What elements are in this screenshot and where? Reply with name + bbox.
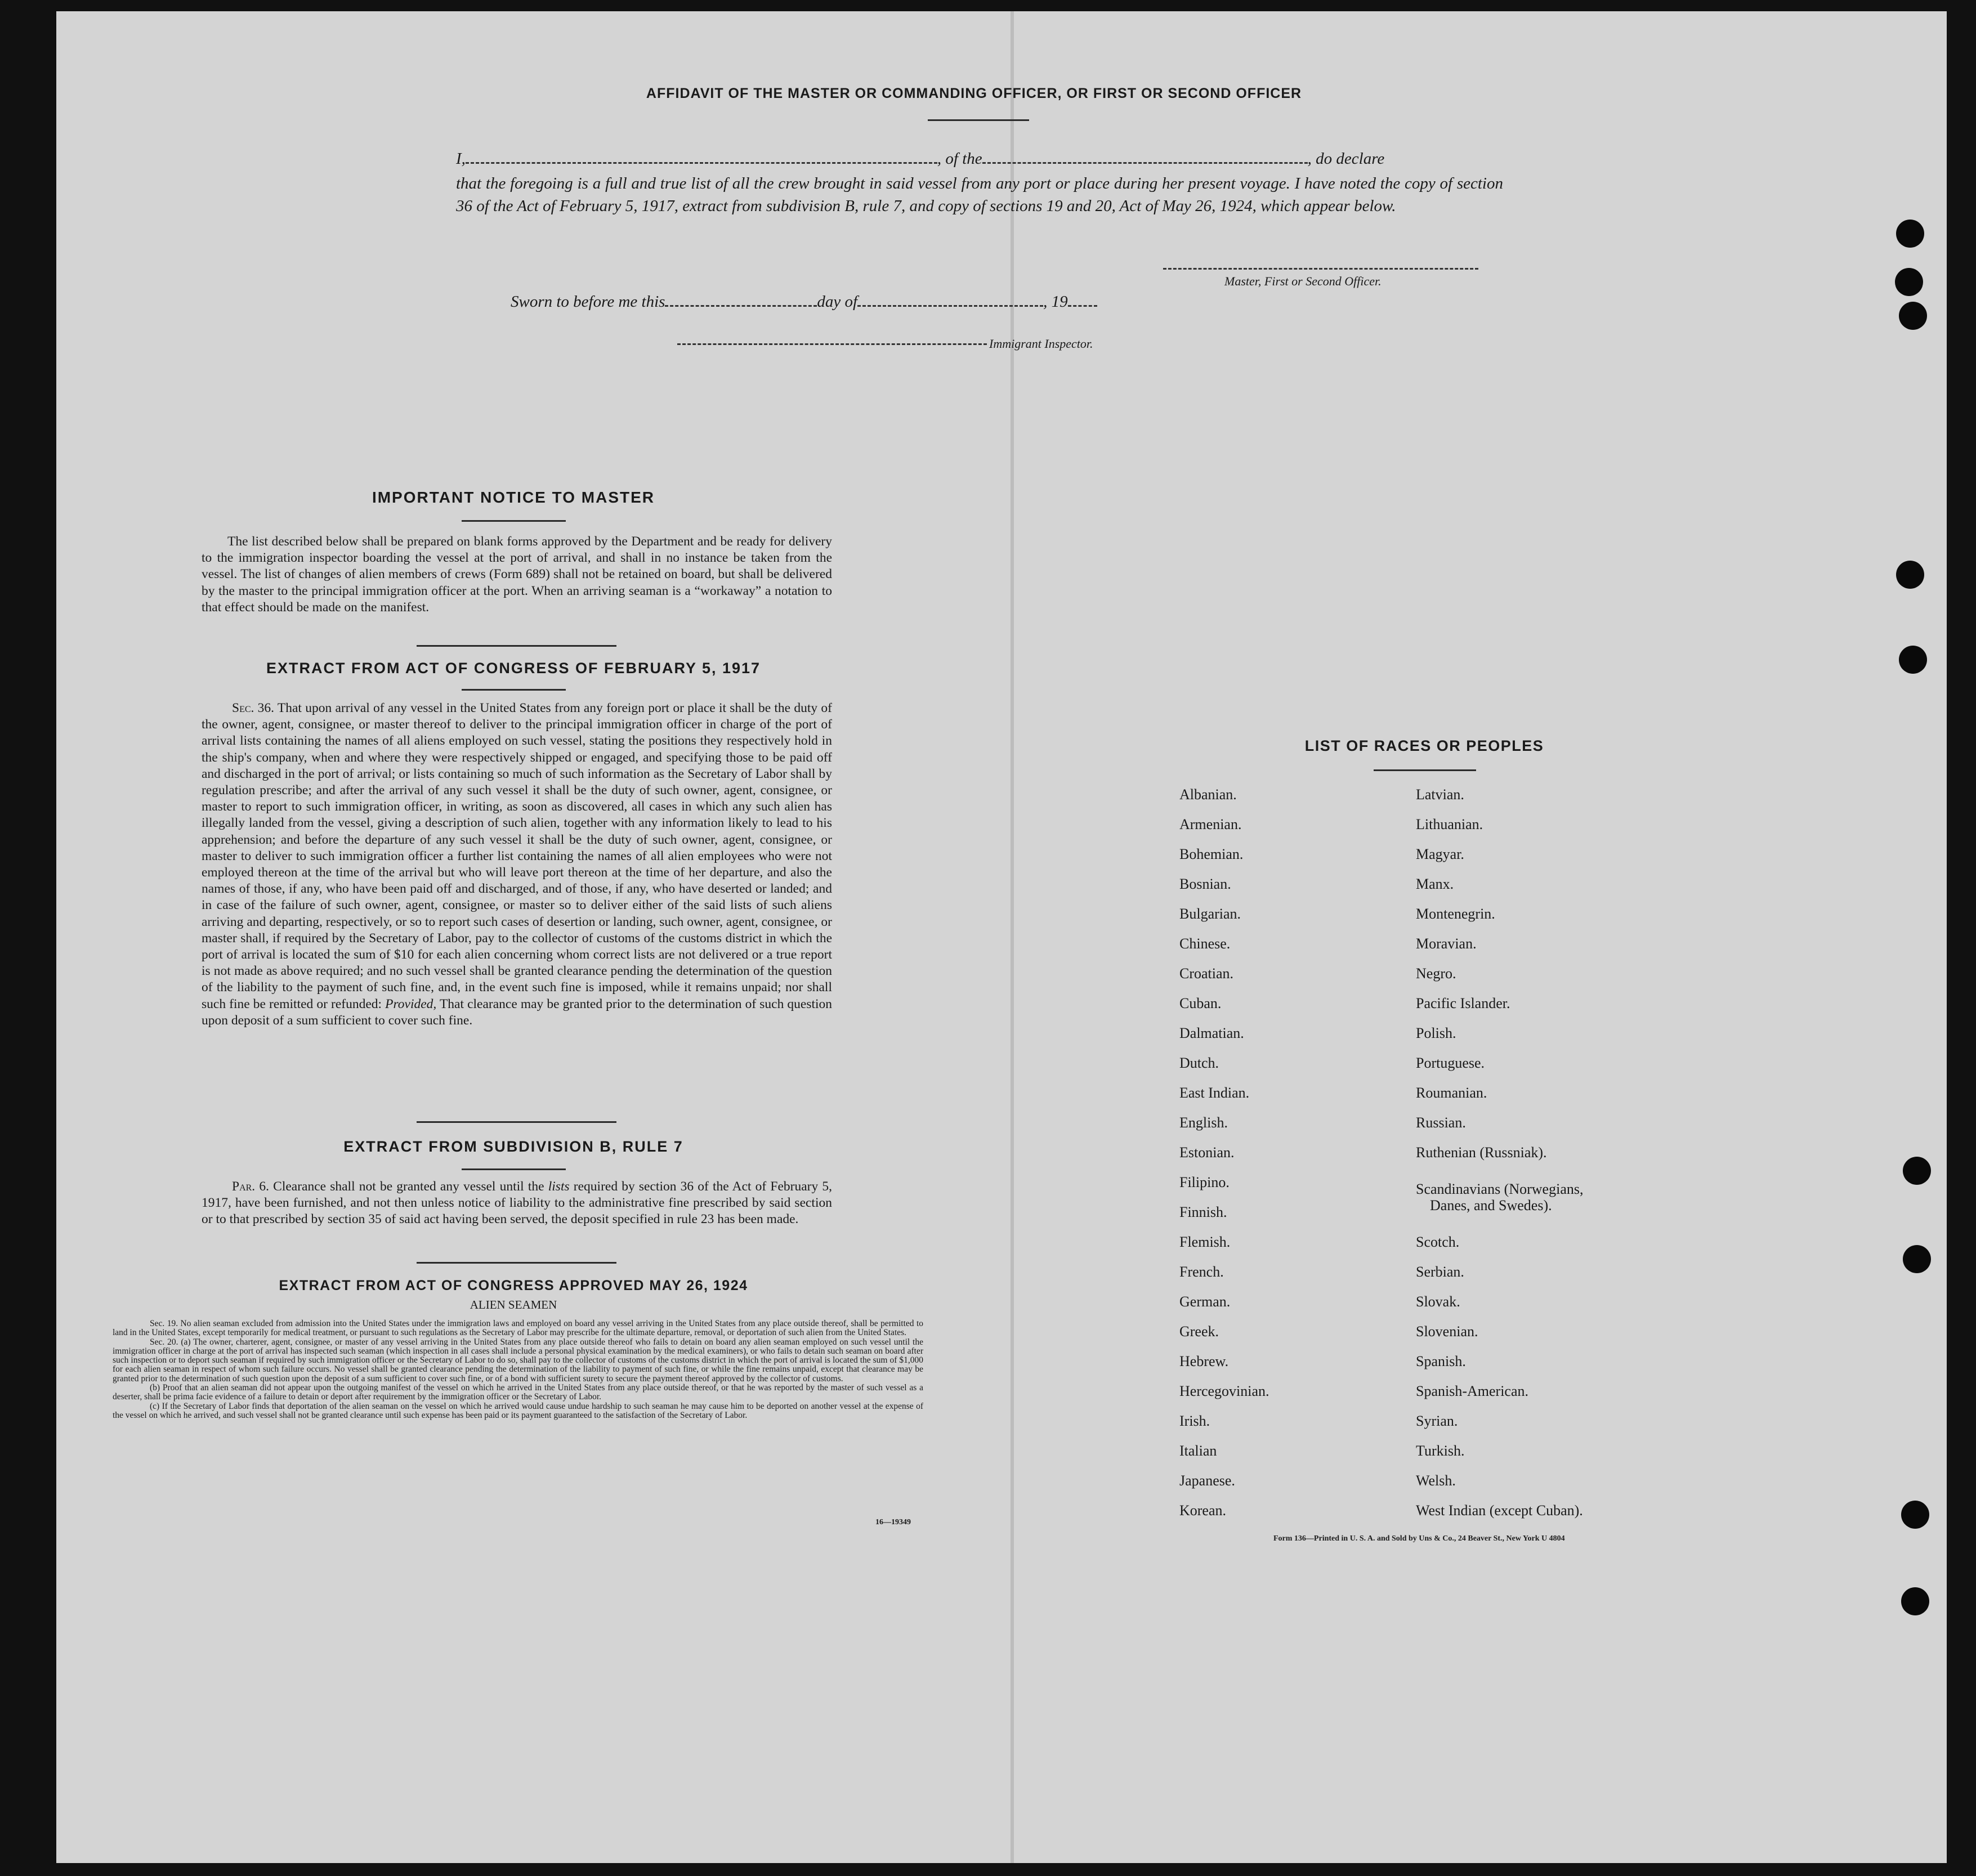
race-left: Irish.	[1179, 1413, 1210, 1429]
race-right: Syrian.	[1416, 1413, 1458, 1429]
master-label: Master, First or Second Officer.	[1224, 274, 1382, 288]
race-right: Montenegrin.	[1416, 906, 1495, 922]
punch-hole	[1899, 646, 1927, 674]
race-right: Spanish-American.	[1416, 1383, 1529, 1399]
race-right: Pacific Islander.	[1416, 995, 1510, 1011]
month-blank[interactable]	[857, 305, 1043, 307]
i-label: I,	[456, 150, 466, 168]
affidavit-body: that the foregoing is a full and true list of all the crew brought in said vessel from any port or place during her present voyage. I have noted the copy of section 36 of the Act of February 5, 1917, extract from subdivision B, rule 7, and copy of sections 19 and 20, Act of May 26, 1924, which appear below.	[456, 174, 1503, 215]
race-right: Ruthenian (Russniak).	[1416, 1144, 1547, 1161]
extract-1924-heading: EXTRACT FROM ACT OF CONGRESS APPROVED MAY 26, 1924	[279, 1278, 748, 1293]
provided-label: Provided,	[385, 996, 437, 1011]
rule7-end-rule	[417, 1262, 616, 1264]
race-right: Slovak.	[1416, 1293, 1460, 1310]
races-heading: LIST OF RACES OR PEOPLES	[1304, 737, 1544, 754]
punch-hole	[1903, 1157, 1931, 1185]
section-36-text: That upon arrival of any vessel in the United States from any foreign port or place it shall be the duty of the owner, agent, consignee, or master thereof to deliver to the principal immigration officer in charge of the port of arrival lists containing the names of all aliens employed on such vessel, stating the positions they respectively hold in the ship's company, when and where they were respectively shipped or engaged, and specifying those to be paid off and discharged in the port of arrival; or lists containing so much of such information as the Secretary of Labor shall by regulation prescribe; and after the arrival of any such vessel it shall be the duty of such owner, agent, consignee, or master to report to such immigration officer, in writing, as soon as discovered, all cases in which any such alien has illegally landed from the vessel, giving a description of such alien, together with any information likely to lead to his apprehension; and before the departure of any such vessel it shall be the duty of such owner, agent, consignee, or master to deliver to such immigration officer a further list containing the names of all alien employees who were not employed thereon at the time of the arrival but who will leave port thereon at the time of her departure, and also the names of those, if any, who have been paid off and discharged, and of those, if any, who have deserted or landed; and in case of the failure of such owner, agent, consignee, or master so to deliver either of the said lists of such aliens arriving and departing, respectively, or so to report such cases of desertion or landing, such owner, agent, consignee, or master shall, if required by the Secretary of Labor, pay to the collector of customs of the customs district in which the port of arrival is located the sum of $10 for each alien concerning whom correct lists are not delivered or a true report is not made as above required; and no such vessel shall be granted clearance pending the determination of the question of the liability to the payment of such fine, and, in the event such fine is imposed, while it remains unpaid; nor shall such fine be remitted or refunded:	[202, 701, 833, 1011]
punch-hole	[1903, 1245, 1931, 1273]
race-right: West Indian (except Cuban).	[1416, 1502, 1583, 1519]
race-left: Greek.	[1179, 1323, 1219, 1340]
extract-1917-rule	[462, 689, 566, 691]
race-left: Hercegovinian.	[1179, 1383, 1269, 1399]
sec-20a-text: Sec. 20. (a) The owner, charterer, agent, consignee, or master of any vessel arriving in the United States from any place outside thereof who fails to detain on board any alien seaman employed on such vessel until the immigration officer in charge at the port of arrival has inspected such seaman (which inspection in all cases shall include a personal physical examination by the medical examiners), or who fails to detain such seaman on board after such inspection or to deport such seaman if required by such immigration officer or the Secretary of Labor to do so, shall pay to the collector of customs of the customs district in which the port of arrival is located the sum of $1,000 for each alien seaman in respect of whom such failure occurs. No vessel shall be granted clearance pending the determination of the liability to payment of such fine, or while the fine remains unpaid, except that clearance may be granted prior to the determination of such question upon the deposit of a sum sufficient to cover such fine, or of a bond with sufficient surety to secure the payment thereof approved by the collector of customs.	[113, 1337, 923, 1384]
race-left: Estonian.	[1179, 1144, 1235, 1161]
race-left: Hebrew.	[1179, 1353, 1229, 1369]
race-right: Polish.	[1416, 1025, 1456, 1041]
of-the-label: , of the	[937, 150, 982, 168]
vessel-blank[interactable]	[982, 162, 1308, 164]
lists-label: lists	[548, 1179, 570, 1194]
punch-hole	[1896, 220, 1924, 248]
race-right: Scotch.	[1416, 1234, 1460, 1250]
race-left: German.	[1179, 1293, 1231, 1310]
day-of-label: day of	[817, 293, 858, 311]
page-fold	[1011, 11, 1014, 1863]
affidavit-title: AFFIDAVIT OF THE MASTER OR COMMANDING OFFICER, OR FIRST OR SECOND OFFICER	[646, 86, 1302, 101]
race-right: Lithuanian.	[1416, 816, 1483, 832]
race-left: Chinese.	[1179, 935, 1231, 952]
race-left: Korean.	[1179, 1502, 1227, 1519]
race-left: Finnish.	[1179, 1204, 1227, 1220]
race-left: Armenian.	[1179, 816, 1242, 832]
affidavit-line1	[456, 150, 1503, 168]
race-left: Albanian.	[1179, 786, 1237, 803]
extract-1917-heading: EXTRACT FROM ACT OF CONGRESS OF FEBRUARY 5, 1917	[266, 660, 761, 677]
race-right: Magyar.	[1416, 846, 1464, 862]
notice-rule	[462, 520, 566, 522]
sec-20b-text: (b) Proof that an alien seaman did not appear upon the outgoing manifest of the vessel on which he arrived in the United States from any place outside thereof, or that he was reported by the master of such vessel as a deserter, shall be prima facie evidence of a failure to detain or deport after requirement by the immigration officer or the Secretary of Labor.	[113, 1383, 923, 1402]
race-right: Welsh.	[1416, 1472, 1456, 1489]
notice-end-rule	[417, 645, 616, 647]
race-left: Flemish.	[1179, 1234, 1231, 1250]
race-left: Croatian.	[1179, 965, 1234, 982]
race-left: Dutch.	[1179, 1055, 1219, 1071]
punch-hole	[1899, 302, 1927, 330]
alien-seamen-subheading: ALIEN SEAMEN	[470, 1298, 557, 1311]
race-right: Serbian.	[1416, 1264, 1464, 1280]
declare-label: , do declare	[1307, 150, 1385, 168]
inspector-signature-line[interactable]	[677, 343, 987, 345]
race-right: Slovenian.	[1416, 1323, 1478, 1340]
name-blank[interactable]	[466, 162, 937, 164]
extract-1917-end-rule	[417, 1121, 616, 1123]
sworn-prefix: Sworn to before me this	[511, 293, 665, 311]
master-signature-line[interactable]	[1163, 268, 1478, 270]
rule7-rule	[462, 1168, 566, 1170]
year-label: , 19	[1043, 293, 1068, 311]
day-blank[interactable]	[665, 305, 817, 307]
race-left: French.	[1179, 1264, 1224, 1280]
year-blank[interactable]	[1068, 305, 1097, 307]
race-right: Russian.	[1416, 1114, 1466, 1131]
punch-hole	[1901, 1587, 1929, 1615]
rule7-heading: EXTRACT FROM SUBDIVISION B, RULE 7	[343, 1138, 683, 1155]
par-6-label: Par. 6.	[232, 1179, 269, 1194]
race-left: Bulgarian.	[1179, 906, 1241, 922]
races-rule	[1374, 769, 1476, 771]
race-left: Japanese.	[1179, 1472, 1235, 1489]
inspector-label: Immigrant Inspector.	[989, 337, 1093, 351]
race-left: Filipino.	[1179, 1174, 1230, 1190]
form-footer: Form 136—Printed in U. S. A. and Sold by Uns & Co., 24 Beaver St., New York U 4804	[1273, 1534, 1565, 1543]
race-right: Spanish.	[1416, 1353, 1466, 1369]
race-right: Scandinavians (Norwegians,	[1416, 1181, 1584, 1197]
race-right: Turkish.	[1416, 1443, 1465, 1459]
rule7-text	[202, 1179, 832, 1228]
sec-19-text: Sec. 19. No alien seaman excluded from admission into the United States under the immigration laws and employed on board any vessel arriving in the United States from any place outside thereof, shall be permitted to land in the United States, except temporarily for medical treatment, or pursuant to such regulations as the Secretary of Labor may prescribe for the ultimate departure, removal, or deportation of such alien from the United States.	[113, 1319, 923, 1338]
race-right: Roumanian.	[1416, 1085, 1487, 1101]
section-36-label: Sec. 36.	[232, 701, 275, 715]
rule7-text-a: Clearance shall not be granted any vessel until the	[273, 1179, 544, 1194]
extract-1917-text	[202, 700, 832, 1029]
print-code: 16—19349	[875, 1518, 911, 1526]
race-left: Bosnian.	[1179, 876, 1231, 892]
race-left: Dalmatian.	[1179, 1025, 1244, 1041]
race-left: East Indian.	[1179, 1085, 1250, 1101]
race-right: Manx.	[1416, 876, 1454, 892]
extract-1924-text	[113, 1319, 923, 1420]
notice-text: The list described below shall be prepared on blank forms approved by the Department and be ready for delivery to the immigration inspector boarding the vessel at the port of arrival, and shall in no instance be taken from the vessel. The list of changes of alien members of crews (Form 689) shall not be retained on board, but shall be delivered by the master to the principal immigration officer at the port. When an arriving seaman is a “workaway” a notation to that effect should be made on the manifest.	[202, 534, 832, 615]
section-36-text-end: That clearance may be granted prior to the determination of such question upon deposit of a sum sufficient to cover such fine.	[202, 996, 833, 1028]
race-left: Italian	[1179, 1443, 1217, 1459]
sec-20c-text: (c) If the Secretary of Labor finds that deportation of the alien seaman on the vessel on which he arrived would cause undue hardship to such seaman he may cause him to be deported on another vessel at the expense of the vessel on which he arrived, and such vessel shall not be granted clearance until such expense has been paid or its payment guaranteed to the satisfaction of the Secretary of Labor.	[113, 1401, 923, 1420]
punch-hole	[1901, 1501, 1929, 1529]
race-right: Negro.	[1416, 965, 1456, 982]
race-right: Latvian.	[1416, 786, 1464, 803]
race-left: English.	[1179, 1114, 1228, 1131]
race-left: Bohemian.	[1179, 846, 1244, 862]
rule7-text-b: required by section 36 of the Act of February 5, 1917, have been furnished, and not then unless notice of liability to the administrative fine prescribed by said section or to that prescribed by section 35 of said act having been served, the deposit specified in rule 23 has been made.	[202, 1179, 833, 1227]
title-rule	[928, 119, 1029, 121]
race-right: Moravian.	[1416, 935, 1477, 952]
punch-hole	[1895, 268, 1923, 296]
punch-hole	[1896, 561, 1924, 589]
race-left: Cuban.	[1179, 995, 1222, 1011]
notice-heading: IMPORTANT NOTICE TO MASTER	[372, 489, 655, 506]
sworn-line	[511, 293, 1097, 311]
race-right: Portuguese.	[1416, 1055, 1485, 1071]
race-right: Danes, and Swedes).	[1430, 1197, 1552, 1214]
